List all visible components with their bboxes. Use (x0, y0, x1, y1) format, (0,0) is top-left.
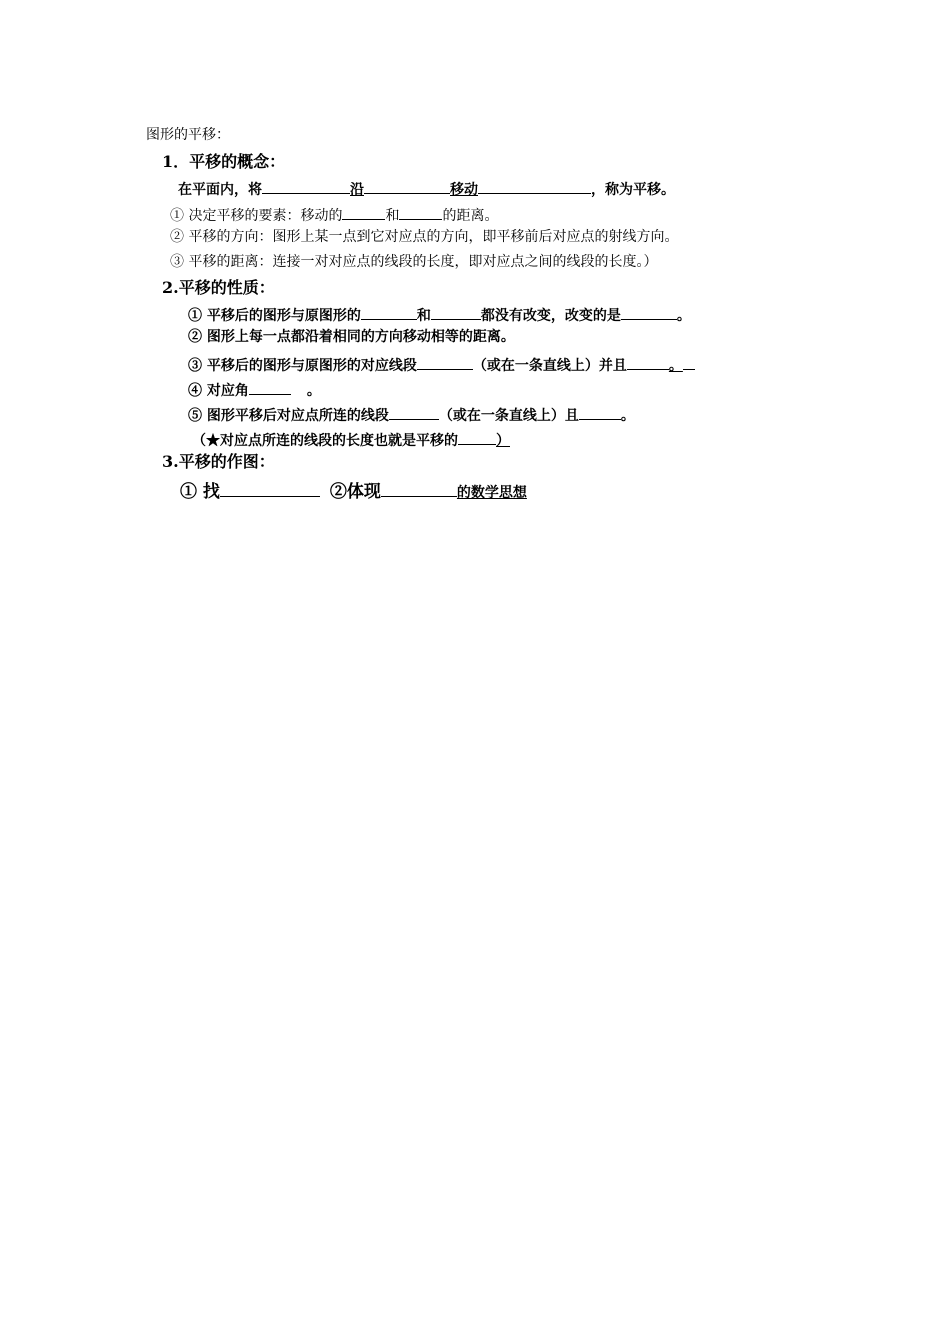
element-item-text-a: ① 决定平移的要素：移动的 (170, 208, 343, 224)
definition-text-a: 在平面内，将 (178, 182, 262, 198)
blank-12 (249, 380, 291, 395)
blank-8 (621, 305, 677, 320)
property-note-text-a: （★对应点所连的线段的长度也就是平移的 (192, 433, 458, 449)
property-4-text-a: ④ 对应角 (188, 383, 249, 399)
section-1-heading: 1．平移的概念： (162, 152, 286, 171)
blank-7 (431, 305, 481, 320)
property-3-text-a: ③ 平移后的图形与原图形的对应线段 (188, 358, 417, 374)
distance-item: ③ 平移的距离：连接一对对应点的线段的长度，即对应点之间的线段的长度。） (170, 254, 658, 270)
construction-text-c: 的数学思想 (456, 485, 527, 501)
property-5-text-c: 。 (620, 408, 635, 424)
property-3-text-b: （或在一条直线上）并且 (472, 358, 627, 374)
definition-text-d: ，称为平移。 (591, 182, 675, 198)
property-1-text-b: 和 (416, 308, 431, 324)
blank-13 (389, 405, 439, 420)
construction-text-a: ① 找 (180, 482, 220, 502)
doc-title: 图形的平移： (146, 127, 230, 143)
direction-item: ② 平移的方向：图形上某一点到它对应点的方向，即平移前后对应点的射线方向。 (170, 229, 679, 245)
property-5-text-a: ⑤ 图形平移后对应点所连的线段 (188, 408, 389, 424)
blank-15 (458, 430, 496, 445)
blank-5 (399, 205, 442, 220)
definition-text-b: 沿 (350, 182, 364, 198)
property-1-text-d: 。 (676, 308, 691, 324)
property-note (192, 430, 510, 448)
property-note-text-b: ） (496, 433, 510, 449)
blank-17 (381, 479, 457, 497)
property-5 (188, 405, 635, 423)
blank-16 (220, 479, 320, 497)
property-4-text-b: 。 (306, 383, 321, 399)
blank-6 (361, 305, 417, 320)
blank-3 (478, 179, 591, 194)
definition-line (178, 179, 675, 197)
blank-11 (683, 355, 695, 370)
element-item-text-b: 和 (385, 208, 400, 224)
property-5-text-b: （或在一条直线上）且 (438, 408, 579, 424)
section-2-heading: 2.平移的性质： (162, 278, 275, 297)
property-1-text-a: ① 平移后的图形与原图形的 (188, 308, 361, 324)
construction-text-b: ②体现 (329, 482, 381, 502)
element-item (170, 205, 498, 223)
property-2: ② 图形上每一点都沿着相同的方向移动相等的距离。 (188, 329, 515, 345)
blank-14 (579, 405, 621, 420)
blank-9 (417, 355, 473, 370)
property-1 (188, 305, 691, 323)
property-3-text-c: 。 (668, 358, 683, 374)
section-3-heading: 3.平移的作图： (162, 452, 275, 471)
blank-2 (364, 179, 450, 194)
blank-1 (262, 179, 350, 194)
definition-text-c: 移动 (450, 182, 478, 198)
blank-4 (342, 205, 385, 220)
property-4 (188, 380, 321, 398)
construction-items (180, 479, 527, 501)
property-1-text-c: 都没有改变，改变的是 (480, 308, 621, 324)
blank-10 (627, 355, 669, 370)
property-3 (188, 355, 695, 373)
element-item-text-c: 的距离。 (442, 208, 499, 224)
